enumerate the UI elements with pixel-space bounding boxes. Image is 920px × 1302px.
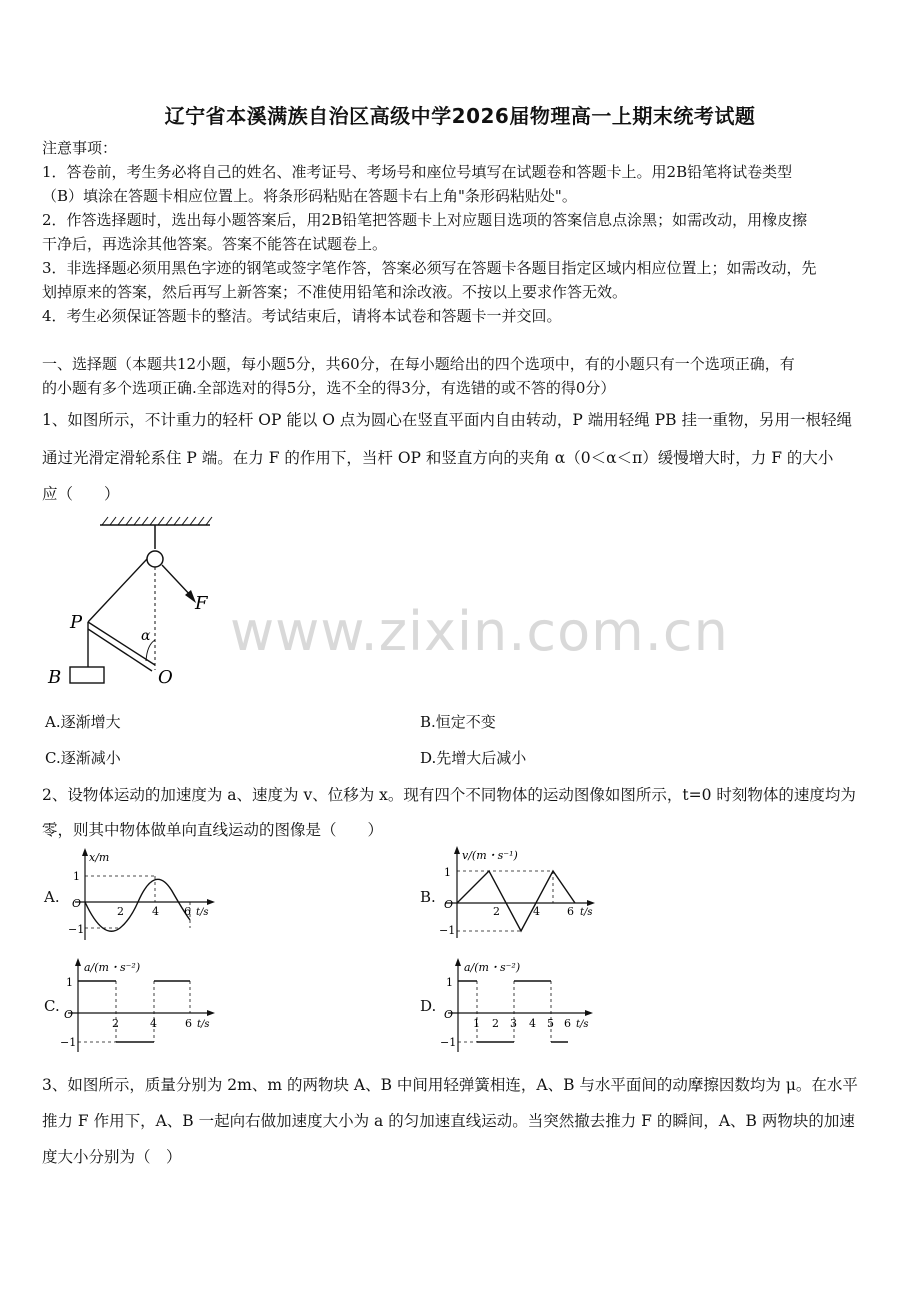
svg-text:t/s: t/s: [196, 907, 209, 918]
question-2-text: 2、设物体运动的加速度为 a、速度为 v、位移为 x。现有四个不同物体的运动图像如图所示，t=0 时刻物体的速度均为: [42, 786, 856, 804]
option-c[interactable]: C.逐渐减小: [45, 749, 121, 767]
svg-text:4: 4: [529, 1017, 536, 1030]
question-1-figure: [40, 515, 230, 695]
question-1-text: 应（ ）: [42, 485, 120, 503]
svg-text:−1: −1: [60, 1036, 77, 1049]
svg-text:2: 2: [493, 905, 500, 918]
svg-text:a/(m・s⁻²): a/(m・s⁻²): [84, 961, 141, 974]
svg-text:O: O: [72, 897, 82, 910]
svg-text:1: 1: [473, 1017, 480, 1030]
svg-text:1: 1: [446, 976, 453, 989]
page-title: 辽宁省本溪满族自治区高级中学2026届物理高一上期末统考试题: [164, 104, 756, 128]
label-p: P: [70, 612, 83, 633]
notice-line: 1．答卷前，考生务必将自己的姓名、准考证号、考场号和座位号填写在试题卷和答题卡上。用2B铅笔将试卷类型: [42, 163, 793, 181]
svg-text:−1: −1: [440, 1036, 457, 1049]
option-b[interactable]: B.恒定不变: [420, 713, 496, 731]
watermark: www.zixin.com.cn: [230, 600, 729, 663]
svg-text:−1: −1: [439, 924, 456, 937]
graph-c: [60, 955, 225, 1055]
graph-b-letter[interactable]: B.: [420, 888, 436, 906]
svg-text:6: 6: [564, 1017, 571, 1030]
notice-line: 4．考生必须保证答题卡的整洁。考试结束后，请将本试卷和答题卡一并交回。: [42, 307, 562, 325]
svg-text:3: 3: [510, 1017, 517, 1030]
question-2-text: 零，则其中物体做单向直线运动的图像是（ ）: [42, 821, 384, 839]
graph-b: [435, 843, 610, 943]
graph-a-letter[interactable]: A.: [44, 888, 60, 906]
notice-line: 2．作答选择题时，选出每小题答案后，用2B铅笔把答题卡上对应题目选项的答案信息点涂黑；如需改动，用橡皮擦: [42, 211, 808, 229]
svg-text:6: 6: [185, 1017, 192, 1030]
question-1-text: 1、如图所示，不计重力的轻杆 OP 能以 O 点为圆心在竖直平面内自由转动，P 端用轻绳 PB 挂一重物，另用一根轻绳: [42, 411, 852, 429]
notice-line: 3．非选择题必须用黑色字迹的钢笔或签字笔作答，答案必须写在答题卡各题目指定区域内相应位置上；如需改动，先: [42, 259, 817, 277]
label-o: O: [158, 667, 173, 688]
svg-text:4: 4: [533, 905, 540, 918]
svg-text:t/s: t/s: [197, 1019, 210, 1030]
option-a[interactable]: A.逐渐增大: [45, 713, 121, 731]
svg-text:a/(m・s⁻²): a/(m・s⁻²): [464, 961, 521, 974]
graph-d: [440, 955, 605, 1055]
notice-heading: 注意事项：: [42, 139, 118, 157]
section-heading: 的小题有多个选项正确.全部选对的得5分，选不全的得3分，有选错的或不答的得0分）: [42, 379, 616, 397]
question-3-text: 度大小分别为（ ）: [42, 1148, 182, 1166]
svg-text:O: O: [444, 1008, 454, 1021]
graph-d-letter[interactable]: D.: [420, 997, 437, 1015]
svg-text:v/(m・s⁻¹): v/(m・s⁻¹): [462, 849, 518, 862]
notice-line: （B）填涂在答题卡相应位置上。将条形码粘贴在答题卡右上角"条形码粘贴处"。: [42, 187, 577, 205]
svg-text:6: 6: [184, 905, 191, 918]
svg-text:1: 1: [73, 870, 80, 883]
option-d[interactable]: D.先增大后减小: [420, 749, 527, 767]
question-3-text: 3、如图所示，质量分别为 2m、m 的两物块 A、B 中间用轻弹簧相连，A、B 与水平面间的动摩擦因数均为 μ。在水平: [42, 1076, 858, 1094]
question-3-text: 推力 F 作用下，A、B 一起向右做加速度大小为 a 的匀加速直线运动。当突然撤去推力 F 的瞬间，A、B 两物块的加速: [42, 1112, 855, 1130]
notice-line: 干净后，再选涂其他答案。答案不能答在试题卷上。: [42, 235, 388, 253]
svg-text:O: O: [444, 898, 454, 911]
notice-line: 划掉原来的答案，然后再写上新答案；不准使用铅笔和涂改液。不按以上要求作答无效。: [42, 283, 628, 301]
svg-text:4: 4: [152, 905, 159, 918]
svg-text:6: 6: [567, 905, 574, 918]
svg-text:O: O: [64, 1008, 74, 1021]
svg-text:2: 2: [112, 1017, 119, 1030]
label-f: F: [195, 593, 208, 614]
svg-text:1: 1: [66, 976, 73, 989]
svg-text:4: 4: [150, 1017, 157, 1030]
svg-text:5: 5: [547, 1017, 554, 1030]
svg-text:−1: −1: [68, 923, 85, 936]
svg-text:x/m: x/m: [89, 851, 110, 864]
graph-c-letter[interactable]: C.: [44, 997, 60, 1015]
graph-a: [60, 845, 225, 945]
svg-text:2: 2: [117, 905, 124, 918]
svg-text:t/s: t/s: [580, 907, 593, 918]
question-1-text: 通过光滑定滑轮系住 P 端。在力 F 的作用下，当杆 OP 和竖直方向的夹角 α（0＜α＜π）缓慢增大时，力 F 的大小: [42, 449, 834, 467]
label-alpha: α: [141, 628, 151, 644]
svg-text:t/s: t/s: [576, 1019, 589, 1030]
section-heading: 一、选择题（本题共12小题，每小题5分，共60分，在每小题给出的四个选项中，有的小题只有一个选项正确，有: [42, 355, 795, 373]
svg-text:1: 1: [444, 866, 451, 879]
svg-text:2: 2: [492, 1017, 499, 1030]
label-b: B: [48, 667, 62, 688]
